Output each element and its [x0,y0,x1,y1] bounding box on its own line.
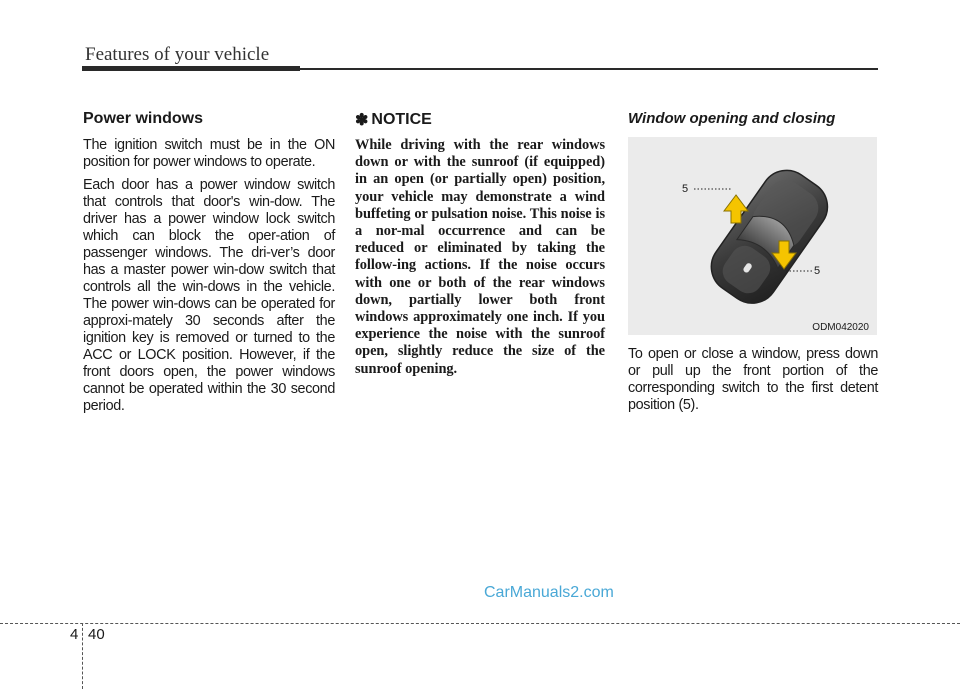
figure-code: ODM042020 [812,322,869,333]
window-switch-illustration [628,137,877,335]
notice-label: NOTICE [371,111,432,128]
paragraph-door-switches: Each door has a power window switch that controls that door's win-dow. The driver has a power window lock switch which can block the oper-ation of passenger windows. The dri-ver’s door has a master power win-dow switch that controls all the win-dows in the vehicle. The power win-dows can be operated for approxi-mately 30 seconds after the ignition key is removed or turned to the ACC or LOCK position. However, if the front doors open, the power windows cannot be operated within the 30 second period. [83,177,335,414]
section-heading-power-windows: Power windows [83,110,204,127]
notice-icon: ✽ [355,112,369,129]
notice-box [355,110,605,378]
notice-heading [355,110,605,130]
column-power-windows [83,110,335,421]
section-heading-window-opening: Window opening and closing [628,110,836,127]
paragraph-ignition: The ignition switch must be in the ON position for power windows to operate. [83,137,335,170]
notice-text: While driving with the rear windows down or with the sunroof (if equipped) in an open (or partially open) position, your vehicle may demonstrate a wind buffeting or pulsation noise. This noise is a nor-mal occurrence and can be reduced or eliminated by taking the follow-ing actions. If the noise occurs with one or both of the rear windows down, partially lower both front windows approximately one inch. If you experience the noise with the sunroof open, slightly reduce the size of the sunroof opening. [355,137,605,377]
footer-dashed-rule [0,623,960,624]
header-rule-thin [300,68,878,70]
callout-top: 5 [682,183,689,195]
paragraph-open-close: To open or close a window, press down or pull up the front portion of the corresponding switch to the first detent position (5). [628,346,878,413]
window-switch-icon [701,160,837,313]
footer-vertical-rule [82,623,83,689]
header-title: Features of your vehicle [85,44,270,65]
callout-bottom: 5 [814,265,821,277]
watermark-link[interactable]: CarManuals2.com [484,584,614,601]
header-rule-thick [82,66,300,71]
window-switch-figure [628,137,877,335]
chapter-number: 4 [70,626,79,643]
column-window-opening [628,110,878,420]
page-number: 40 [88,626,105,643]
